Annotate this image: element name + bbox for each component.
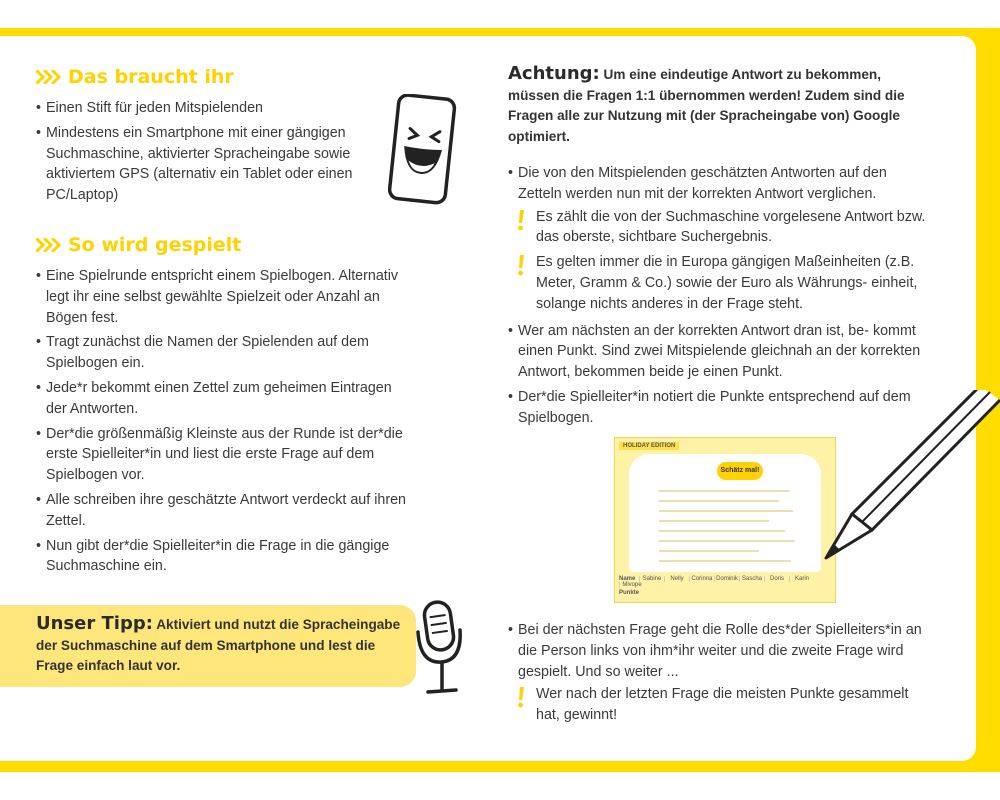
edition-tag: HOLIDAY EDITION — [619, 442, 679, 450]
rules-bottom — [508, 620, 928, 732]
list-item: • Der*die Spielleiter*in notiert die Punkte entsprechend auf dem Spielbogen. — [508, 387, 918, 429]
list-item: • Tragt zunächst die Namen der Spielenden auf dem Spielbogen ein. — [36, 332, 416, 374]
question-line — [659, 490, 789, 492]
section-title-needs — [36, 64, 416, 90]
note-item — [508, 207, 928, 249]
tip-title: Unser Tipp — [36, 613, 146, 634]
player-name: Sascha — [739, 576, 764, 582]
exclamation-icon — [516, 686, 526, 708]
section-title-howto — [36, 232, 416, 258]
microphone-icon — [412, 596, 468, 698]
list-item: • Einen Stift für jeden Mitspielenden — [36, 98, 356, 119]
question-line — [659, 500, 779, 502]
achtung-colon: : — [592, 63, 600, 84]
question-line — [659, 530, 785, 532]
list-item: • Bei der nächsten Frage geht die Rolle des*der Spielleiters*in an die Person links von ihm*ihr weiter und die zweite Frage wird gespielt. Und so weiter ... — [508, 620, 928, 682]
tip-colon: : — [145, 613, 153, 634]
list-item: • Der*die größenmäßig Kleinste aus der Runde ist der*die erste Spielleiter*in und liest die erste Frage auf dem Spielbogen vor. — [36, 424, 416, 486]
points-label: Punkte — [619, 590, 640, 596]
game-logo: Schätz mal! — [717, 462, 763, 480]
note-text: Es gelten immer die in Europa gängigen Maßeinheiten (z.B. Meter, Gramm & Co.) sowie der Euro als Währungs- einheit, solange nichts anderes in der Frage steht. — [536, 254, 918, 312]
list-item: • Jede*r bekommt einen Zettel zum geheimen Eintragen der Antworten. — [36, 378, 416, 420]
exclamation-icon — [516, 254, 526, 276]
list-item: • Die von den Mitspielenden geschätzten Antworten auf den Zetteln werden nun mit der korrekten Antwort verglichen. — [508, 163, 928, 205]
names-line — [619, 576, 831, 588]
player-name: Doris — [764, 576, 789, 582]
list-item: • Eine Spielrunde entspricht einem Spielbogen. Alternativ legt ihr eine selbst gewählte Spielzeit oder Anzahl an Bögen fest. — [36, 266, 416, 328]
triple-arrow-icon — [36, 70, 62, 84]
player-name: Mivope — [619, 582, 644, 588]
note-item — [508, 684, 928, 726]
player-name: Karin — [789, 576, 814, 582]
player-name: Corinna — [689, 576, 714, 582]
list-item: • Mindestens ein Smartphone mit einer gängigen Suchmaschine, aktivierter Spracheingabe sowie aktiviertem GPS (alternativ ein Tablet oder einen PC/Laptop) — [36, 123, 356, 206]
pencil-icon — [816, 390, 1000, 570]
howto-list — [36, 266, 416, 577]
triple-arrow-icon — [36, 238, 62, 252]
right-column — [508, 64, 928, 433]
points-line — [619, 590, 831, 596]
list-item: • Nun gibt der*die Spielleiter*in die Frage in die gängige Suchmaschine ein. — [36, 536, 416, 578]
score-sheet-illustration — [614, 437, 836, 603]
note-text: Es zählt die von der Suchmaschine vorgelesene Antwort bzw. das oberste, sichtbare Suchergebnis. — [536, 208, 926, 246]
section-title-text: Das braucht ihr — [68, 66, 234, 88]
name-label: Name — [619, 576, 636, 582]
rules-list-top — [508, 163, 928, 205]
question-line — [659, 540, 795, 542]
player-name: Dominik — [714, 576, 739, 582]
tip-body: Aktiviert und nutzt die Spracheingabe der Suchmaschine auf dem Smartphone und lest die Frage einfach laut vor. — [36, 617, 401, 673]
section-title-text: So wird gespielt — [68, 233, 242, 256]
note-item — [508, 252, 928, 314]
question-line — [659, 560, 791, 562]
question-area — [629, 454, 821, 572]
question-line — [659, 510, 793, 512]
list-item: • Wer am nächsten an der korrekten Antwort dran ist, be- kommt einen Punkt. Sind zwei Mitspielende gleichnah an der korrekten Antwort, bekommen beide je einen Punkt. — [508, 321, 928, 383]
question-line — [659, 550, 759, 552]
note-text: Wer nach der letzten Frage die meisten Punkte gesammelt hat, gewinnt! — [536, 686, 909, 724]
rules-list-bottom — [508, 620, 928, 682]
tip-text-block — [36, 614, 408, 677]
list-item: • Alle schreiben ihre geschätzte Antwort verdeckt auf ihren Zettel. — [36, 490, 416, 532]
needs-list — [36, 98, 356, 206]
question-line — [659, 520, 769, 522]
achtung-title: Achtung — [508, 63, 593, 84]
left-column — [36, 64, 416, 581]
names-row — [619, 576, 831, 598]
achtung-body: Um eine eindeutige Antwort zu bekommen, müssen die Fragen 1:1 übernommen werden! Zudem sind die Fragen alle zur Nutzung mit (der Spracheingabe von) Google optimiert. — [508, 67, 905, 144]
player-name: Nelly — [664, 576, 689, 582]
smartphone-laughing-icon — [388, 94, 458, 206]
player-name: Sabine — [639, 576, 664, 582]
exclamation-icon — [516, 209, 526, 231]
achtung-block — [508, 64, 928, 147]
